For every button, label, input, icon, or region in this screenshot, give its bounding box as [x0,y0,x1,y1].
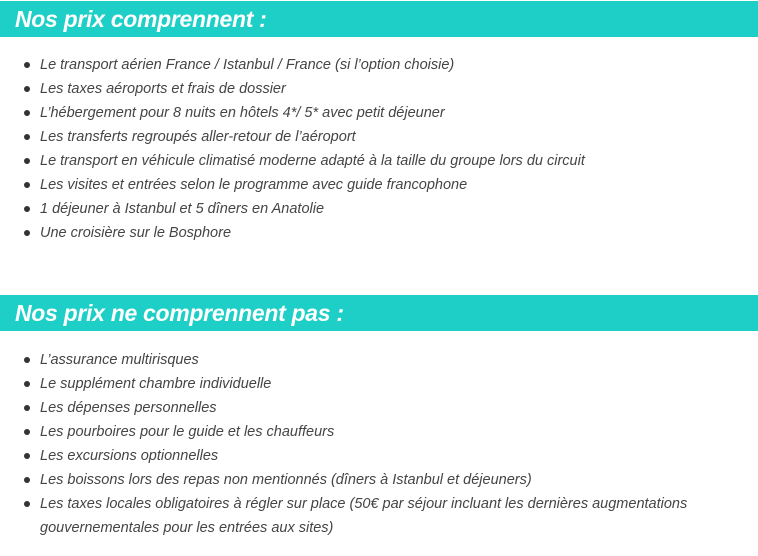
list-item-text: Les transferts regroupés aller-retour de l’aéroport [40,129,356,145]
list-item-text: 1 déjeuner à Istanbul et 5 dîners en Anatolie [40,201,325,217]
excluded-list [0,348,758,540]
list-item-text: Le transport aérien France / Istanbul / France (si l’option choisie) [40,57,455,73]
bullet-icon [24,62,30,68]
list-item [0,149,758,173]
list-item [0,372,758,396]
list-item [0,101,758,125]
list-item [0,348,758,372]
bullet-icon [24,357,30,363]
excluded-section [0,295,758,540]
list-item [0,444,758,468]
list-item-text: Les excursions optionnelles [40,448,219,464]
excluded-title: Nos prix ne comprennent pas : [15,299,344,326]
list-item-text: Les boissons lors des repas non mentionnés (dîners à Istanbul et déjeuners) [40,472,532,488]
list-item-text: Les dépenses personnelles [40,400,217,416]
list-item-text: Les taxes aéroports et frais de dossier [40,81,286,97]
list-item-text: Le supplément chambre individuelle [40,376,272,392]
list-item-text: Le transport en véhicule climatisé moderne adapté à la taille du groupe lors du circuit [40,153,585,169]
bullet-icon [24,230,30,236]
list-item [0,468,758,492]
included-section [0,1,758,245]
list-item-text: Les visites et entrées selon le programme avec guide francophone [40,177,468,193]
list-item-text: Les pourboires pour le guide et les chauffeurs [40,424,335,440]
bullet-icon [24,453,30,459]
list-item-text: L’hébergement pour 8 nuits en hôtels 4*/ 5* avec petit déjeuner [40,105,445,121]
excluded-header-bar [0,295,758,331]
list-item [0,77,758,101]
list-item [0,125,758,149]
bullet-icon [24,206,30,212]
list-item [0,221,758,245]
list-item [0,53,758,77]
bullet-icon [24,158,30,164]
list-item [0,396,758,420]
bullet-icon [24,405,30,411]
list-item-text: L’assurance multirisques [40,352,199,368]
bullet-icon [24,134,30,140]
included-list [0,53,758,245]
bullet-icon [24,477,30,483]
included-header-bar [0,1,758,37]
bullet-icon [24,110,30,116]
list-item-text: Une croisière sur le Bosphore [40,225,232,241]
bullet-icon [24,182,30,188]
list-item [0,420,758,444]
list-item [0,197,758,221]
list-item [0,173,758,197]
included-title: Nos prix comprennent : [15,5,267,32]
list-item-text: Les taxes locales obligatoires à régler sur place (50€ par séjour incluant les dernières augmentations gouvernementales pour les entrées aux sites) [40,496,688,536]
list-item [0,492,758,540]
bullet-icon [24,501,30,507]
bullet-icon [24,429,30,435]
bullet-icon [24,381,30,387]
bullet-icon [24,86,30,92]
